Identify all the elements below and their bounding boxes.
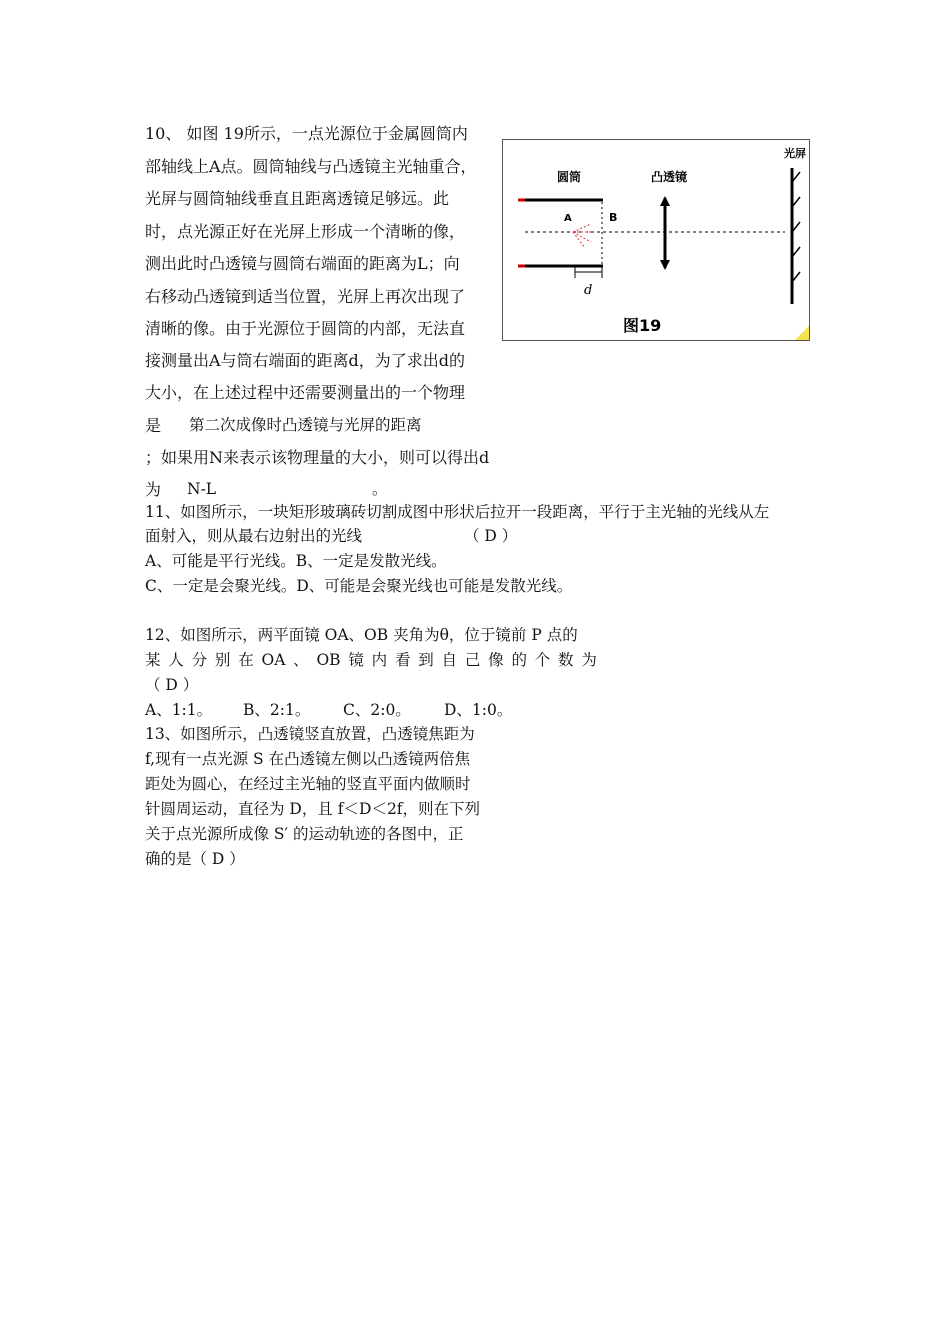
q11-line-1: 11、如图所示，一块矩形玻璃砖切割成图中形状后拉开一段距离，平行于主光轴的光线从左 — [145, 503, 770, 521]
figure-19 — [502, 139, 810, 341]
q12-char: 己 — [464, 651, 481, 669]
q12-option-c: C、2:0。 — [343, 701, 411, 719]
q12-char: 某 — [145, 651, 161, 669]
q10-line-2: 部轴线上A点。圆筒轴线与凸透镜主光轴重合， — [145, 157, 477, 176]
q10-line-after: ；如果用N来表示该物理量的大小，则可以得出d — [145, 448, 490, 467]
q10-line-4: 时，点光源正好在光屏上形成一个清晰的像， — [145, 222, 466, 241]
q13-line-1: 13、如图所示，凸透镜竖直放置，凸透镜焦距为 — [145, 725, 475, 743]
q12-char: 别 — [214, 651, 231, 669]
lens-arrow-bottom-icon — [660, 260, 670, 270]
q12-line-1: 12、如图所示，两平面镜 OA、OB 夹角为θ，位于镜前 P 点的 — [145, 626, 578, 644]
q10-blank2-prefix: 为 — [145, 480, 162, 499]
q13-line-4: 针圆周运动，直径为 D，且 f＜D＜2f，则在下列 — [145, 800, 481, 818]
q13-line-3: 距处为圆心，在经过主光轴的竖直平面内做顺时 — [145, 775, 471, 793]
q10-line-6: 右移动凸透镜到适当位置，光屏上再次出现了 — [145, 287, 466, 306]
q10-line-1: 10、 如图 19所示，一点光源位于金属圆筒内 — [145, 124, 468, 143]
q12-char: OA — [261, 651, 286, 669]
q12-char: 看 — [394, 651, 411, 669]
lens-arrow-top-icon — [660, 196, 670, 206]
label-d: d — [584, 283, 593, 298]
q12-option-a: A、1:1。 — [145, 701, 213, 719]
q12-char: 的 — [511, 651, 527, 669]
label-A: A — [564, 213, 572, 224]
q12-char: 像 — [488, 651, 504, 669]
label-lens: 凸透镜 — [651, 170, 688, 184]
q11-options-ab: A、可能是平行光线。B、一定是发散光线。 — [145, 552, 447, 570]
q12-char: 个 — [534, 651, 551, 669]
q12-char: 到 — [418, 651, 434, 669]
q10-line-9: 大小，在上述过程中还需要测量出的一个物理 — [145, 383, 466, 402]
q10-line-5: 测出此时凸透镜与圆筒右端面的距离为L；向 — [145, 254, 460, 273]
label-screen: 光屏 — [784, 147, 806, 160]
q10-blank1-answer: 第二次成像时凸透镜与光屏的距离 — [189, 416, 422, 434]
q12-char: 为 — [581, 651, 597, 669]
q11-options-cd: C、一定是会聚光线。D、可能是会聚光线也可能是发散光线。 — [145, 577, 573, 595]
q12-char: 自 — [441, 651, 458, 669]
q10-blank2-end: 。 — [372, 480, 388, 498]
q13-line-2: f,现有一点光源 S 在凸透镜左侧以凸透镜两倍焦 — [145, 750, 471, 768]
corner-mark — [795, 326, 809, 340]
ray-3 — [573, 232, 591, 242]
q11-line-2: 面射入，则从最右边射出的光线 — [145, 527, 363, 545]
q12-char: OB — [316, 651, 341, 669]
q10-line-3: 光屏与圆筒轴线垂直且距离透镜足够远。此 — [145, 189, 450, 208]
q12-char: 人 — [168, 651, 184, 669]
q12-option-d: D、1:0。 — [444, 701, 513, 719]
q12-option-b: B、2:1。 — [243, 701, 311, 719]
q12-char: 内 — [371, 651, 388, 669]
q12-answer: （ D ） — [145, 676, 199, 694]
q12-char: 数 — [558, 651, 574, 669]
q10-line-7: 清晰的像。由于光源位于圆筒的内部，无法直 — [145, 319, 466, 338]
q12-line-2 — [145, 653, 597, 669]
q10-blank2-answer: N-L — [187, 480, 217, 498]
q11-answer: （ D ） — [464, 527, 518, 545]
ray-1 — [573, 224, 591, 232]
q13-line-5: 关于点光源所成像 S′ 的运动轨迹的各图中，正 — [145, 825, 464, 843]
q13-last-line: 确的是（ D ） — [145, 850, 245, 868]
q10-line-8: 接测量出A与筒右端面的距离d，为了求出d的 — [145, 351, 466, 370]
label-B: B — [609, 211, 618, 224]
q12-char: 在 — [238, 651, 254, 669]
label-tube: 圆筒 — [557, 170, 582, 184]
ray-4 — [573, 232, 585, 248]
q12-char: 分 — [191, 651, 208, 669]
q12-char: 、 — [293, 651, 309, 669]
figure-19-diagram — [503, 140, 809, 340]
q10-blank1-prefix: 是 — [145, 416, 162, 435]
figure-caption: 图19 — [623, 316, 662, 335]
q12-char: 镜 — [348, 651, 364, 669]
